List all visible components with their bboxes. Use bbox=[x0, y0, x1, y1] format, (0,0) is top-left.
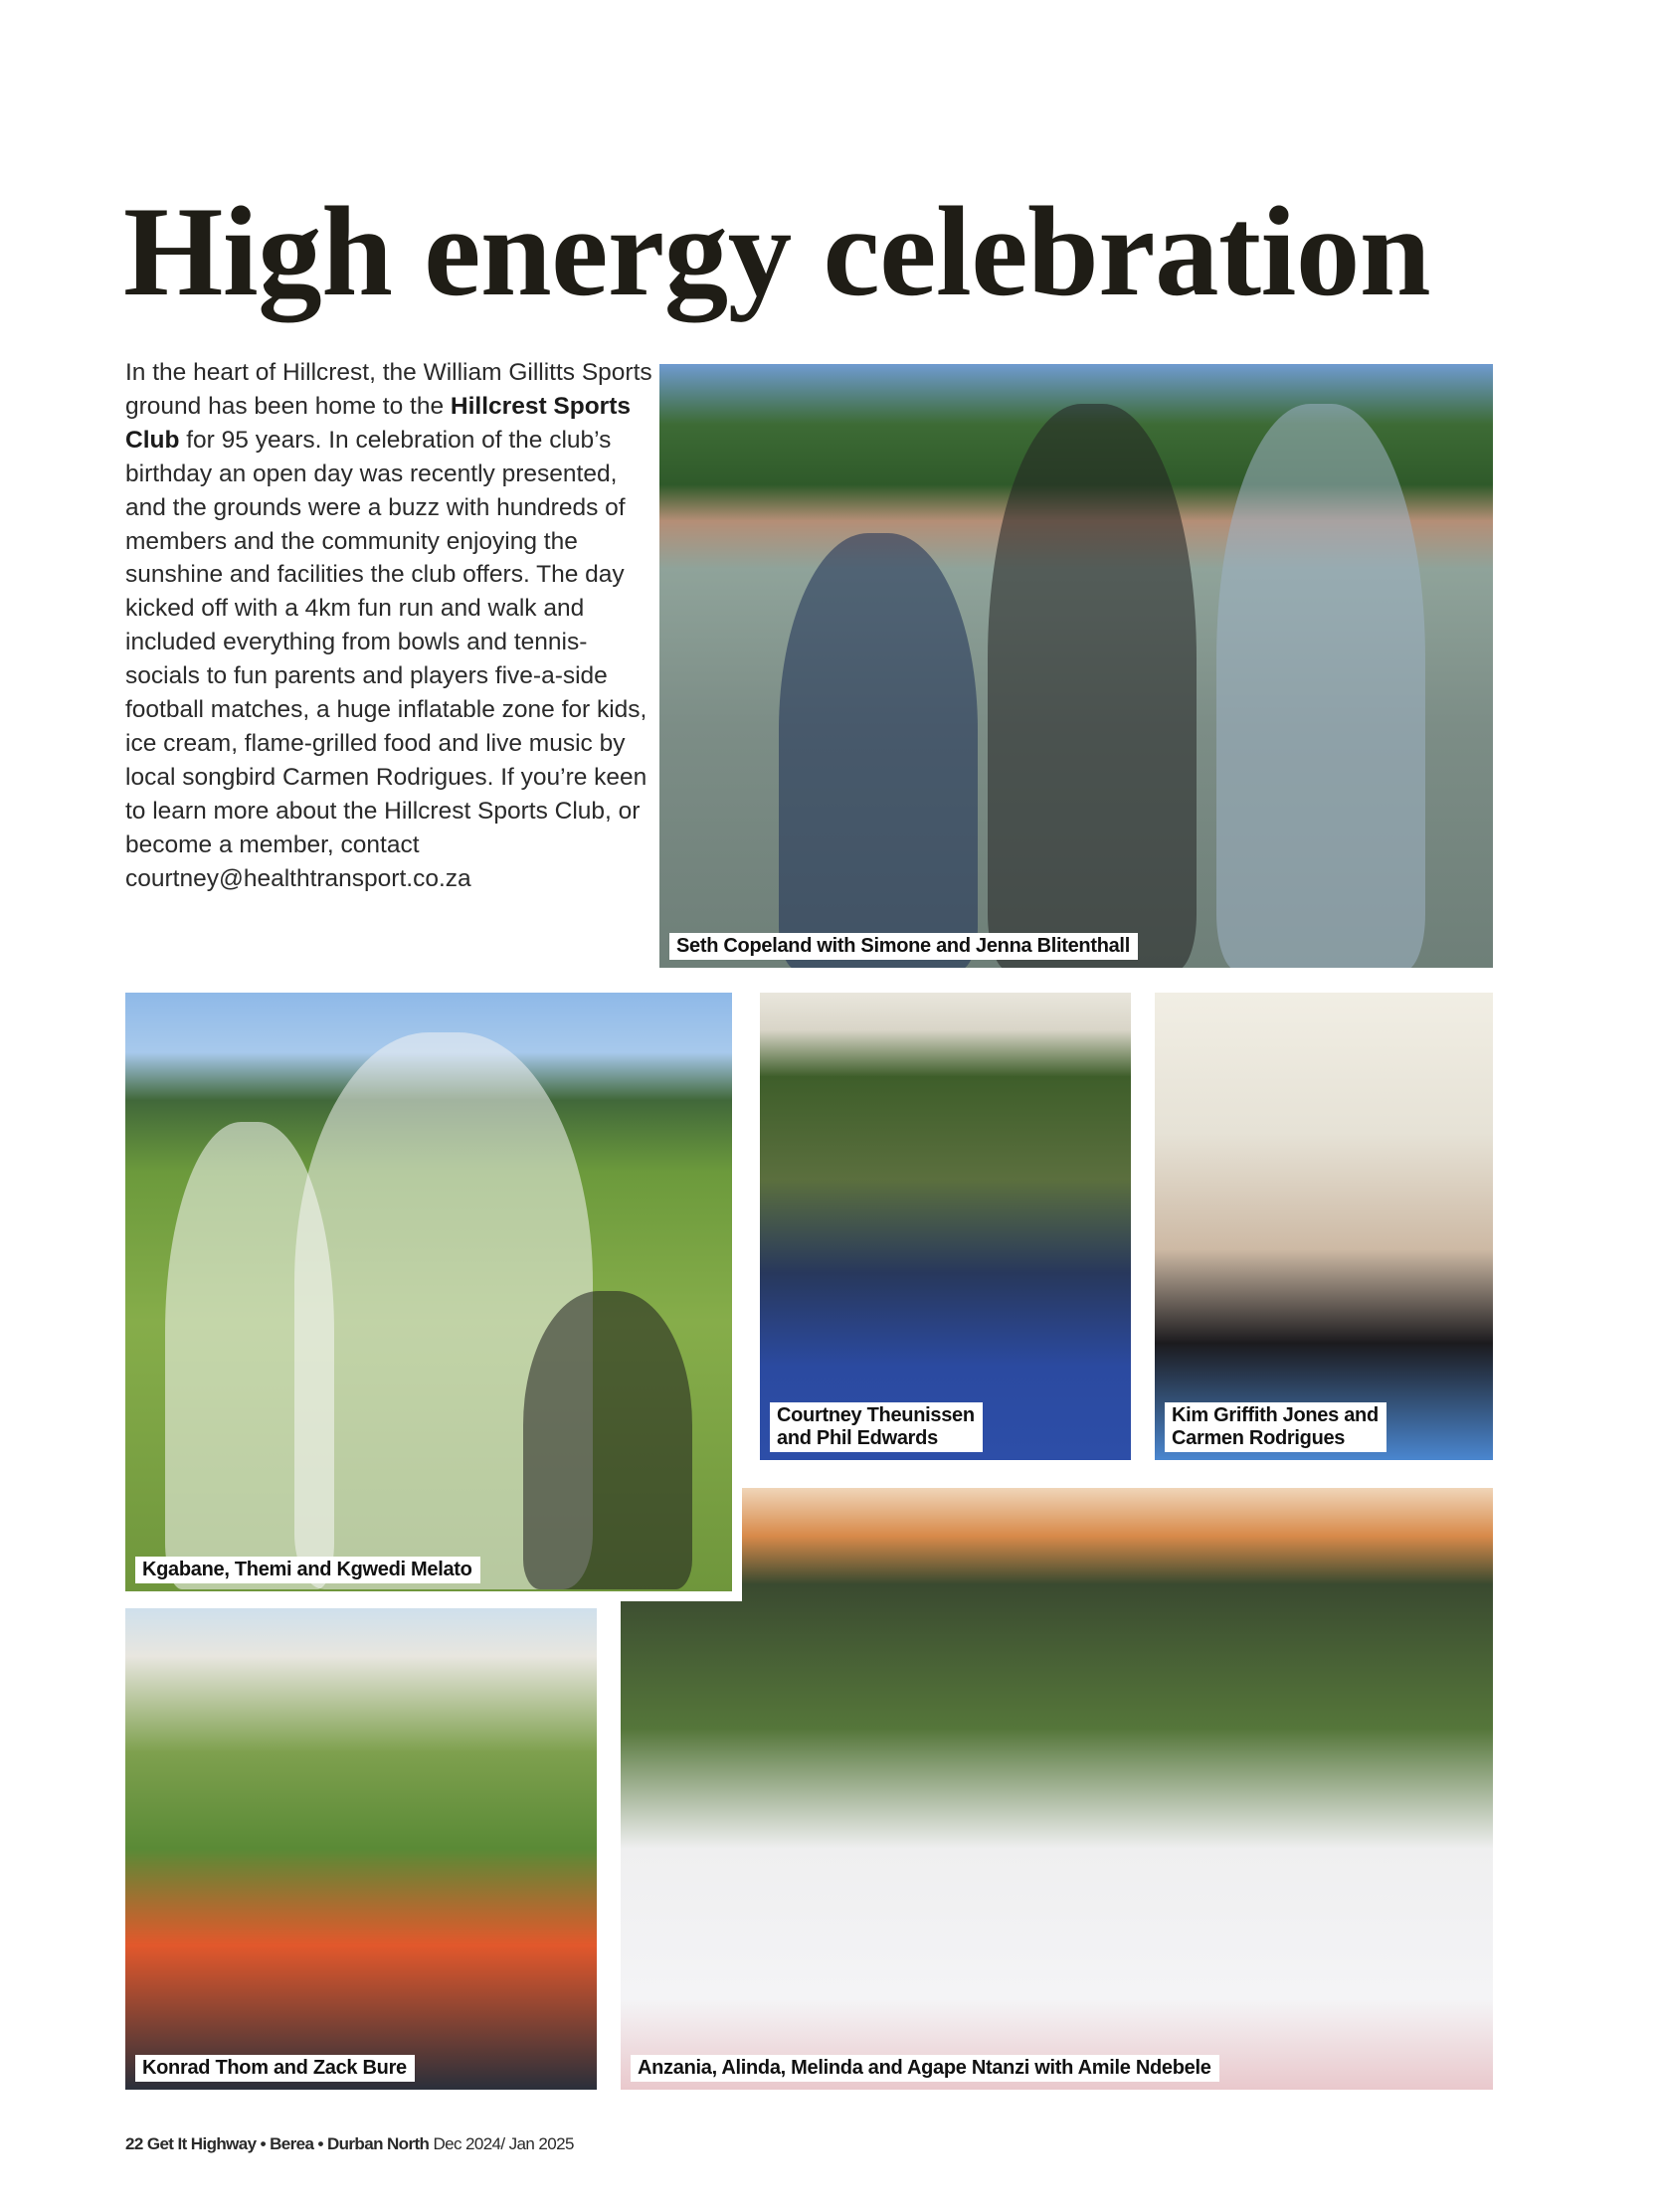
photo-figure bbox=[165, 1122, 334, 1589]
photo-kim-carmen bbox=[1155, 993, 1493, 1460]
caption-line: Courtney Theunissen bbox=[777, 1404, 975, 1426]
photo-caption: Seth Copeland with Simone and Jenna Blitenthall bbox=[669, 933, 1138, 960]
caption-line: Kim Griffith Jones and bbox=[1172, 1404, 1379, 1426]
photo-caption: Konrad Thom and Zack Bure bbox=[135, 2055, 415, 2082]
photo-figure bbox=[1216, 404, 1425, 968]
caption-line: and Phil Edwards bbox=[777, 1427, 938, 1449]
caption-line: Carmen Rodrigues bbox=[1172, 1427, 1346, 1449]
photo-caption bbox=[770, 1402, 983, 1452]
photo-tennis-players bbox=[659, 364, 1493, 968]
body-text-intro: In the heart of Hillcrest, the William Gillitts Sports ground has been home to the bbox=[125, 359, 652, 420]
photo-figure bbox=[523, 1291, 692, 1589]
photo-ntanzi-group bbox=[621, 1488, 1493, 2090]
article-body bbox=[125, 356, 652, 896]
photo-melato-family bbox=[125, 993, 742, 1601]
article-title: High energy celebration bbox=[123, 180, 1431, 322]
footer-date: Dec 2024/ Jan 2025 bbox=[433, 2134, 574, 2153]
page-footer bbox=[125, 2134, 574, 2154]
photo-caption: Anzania, Alinda, Melinda and Agape Ntanzi with Amile Ndebele bbox=[631, 2055, 1219, 2082]
photo-konrad-zack bbox=[125, 1608, 597, 2090]
photo-caption bbox=[1165, 1402, 1386, 1452]
photo-figure bbox=[988, 404, 1197, 968]
photo-caption: Kgabane, Themi and Kgwedi Melato bbox=[135, 1557, 480, 1583]
photo-figure bbox=[779, 533, 978, 968]
footer-publication: 22 Get It Highway • Berea • Durban North bbox=[125, 2134, 430, 2153]
photo-courtney-phil bbox=[760, 993, 1131, 1460]
club-name-bold: Hillcrest Sports Club bbox=[125, 392, 632, 454]
body-text-main: for 95 years. In celebration of the club’s birthday an open day was recently presented, and the grounds were a buzz with hundreds of members and the community enjoying the sunshine and facilities the club offers. The day kicked off with a 4km fun run and walk and included everything from bowls and tennis-socials to fun parents and players five-a-side football matches, a huge inflatable zone for kids, ice cream, flame-grilled food and live music by local songbird Carmen Rodrigues. If you’re keen to learn more about the Hillcrest Sports Club, or become a member, contact courtney@healthtransport.co.za bbox=[125, 426, 647, 892]
